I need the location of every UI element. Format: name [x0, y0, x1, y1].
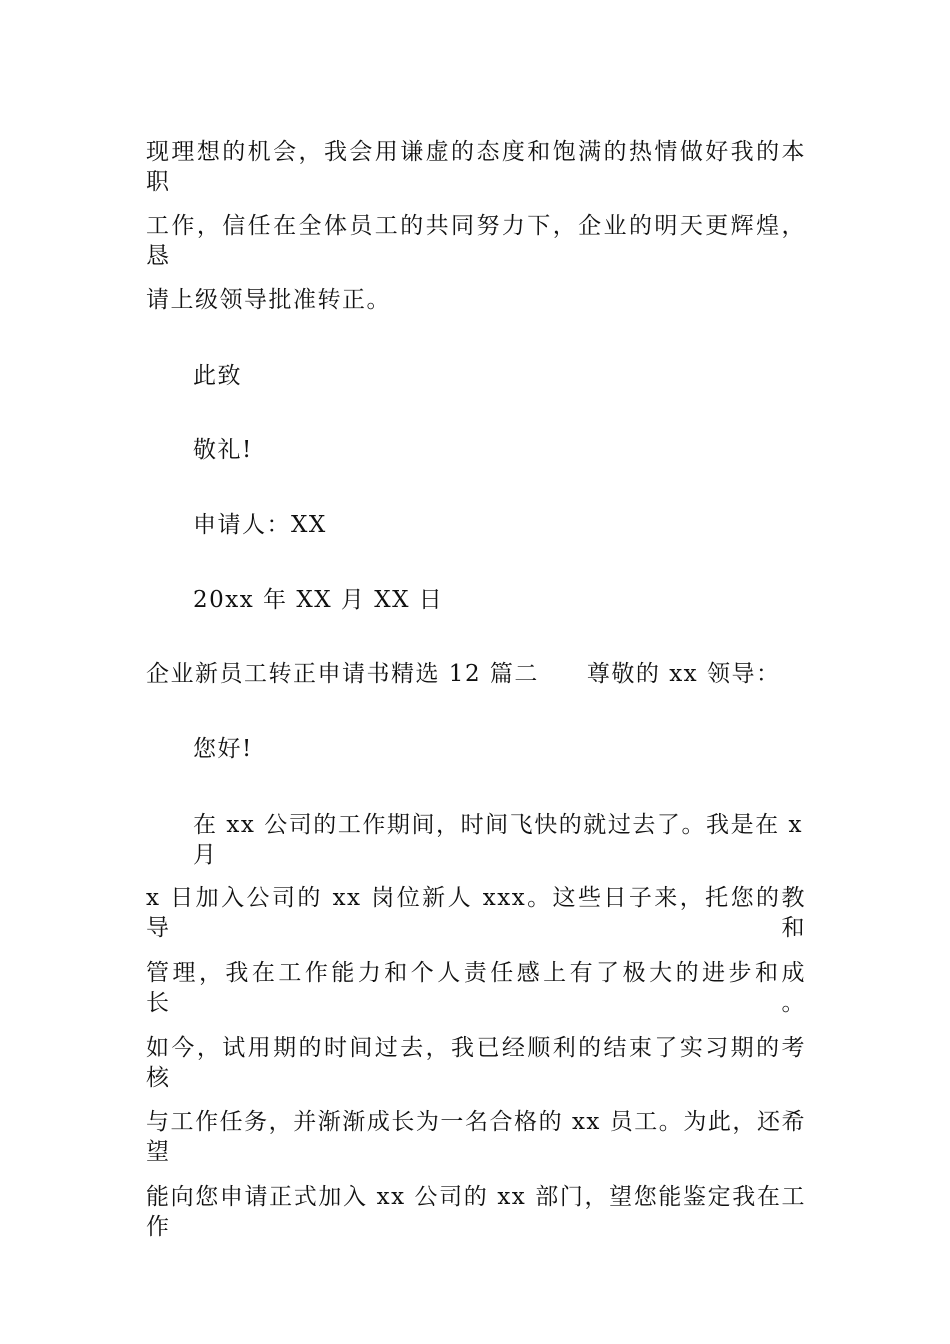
salutation: 尊敬的 xx 领导： [586, 661, 781, 687]
paragraph-line: 能向您申请正式加入 xx 公司的 xx 部门，望您能鉴定我在工作 [146, 1184, 806, 1240]
paragraph-line: 现理想的机会，我会用谦虚的态度和饱满的热情做好我的本职 [146, 139, 806, 195]
applicant-signature: 申请人：XX [193, 512, 327, 538]
section-heading-row [146, 659, 806, 689]
closing-regards: 敬礼! [193, 437, 253, 463]
paragraph-line: 管理，我在工作能力和个人责任感上有了极大的进步和成长。 [146, 960, 806, 1016]
paragraph-line: 工作，信任在全体员工的共同努力下，企业的明天更辉煌，恳 [146, 213, 806, 269]
paragraph-line: 请上级领导批准转正。 [146, 287, 391, 313]
section-title: 企业新员工转正申请书精选 12 篇二 [146, 661, 539, 687]
paragraph-line: 与工作任务，并渐渐成长为一名合格的 xx 员工。为此，还希望 [146, 1109, 806, 1165]
closing-text: 此致 [193, 363, 242, 389]
paragraph-line: 如今，试用期的时间过去，我已经顺利的结束了实习期的考核 [146, 1035, 806, 1091]
date-line: 20xx 年 XX 月 XX 日 [193, 587, 444, 613]
paragraph-line: x 日加入公司的 xx 岗位新人 xxx。这些日子来，托您的教导和 [146, 885, 806, 941]
paragraph-line: 在 xx 公司的工作期间，时间飞快的就过去了。我是在 x 月 [193, 812, 803, 868]
greeting: 您好! [193, 736, 253, 762]
